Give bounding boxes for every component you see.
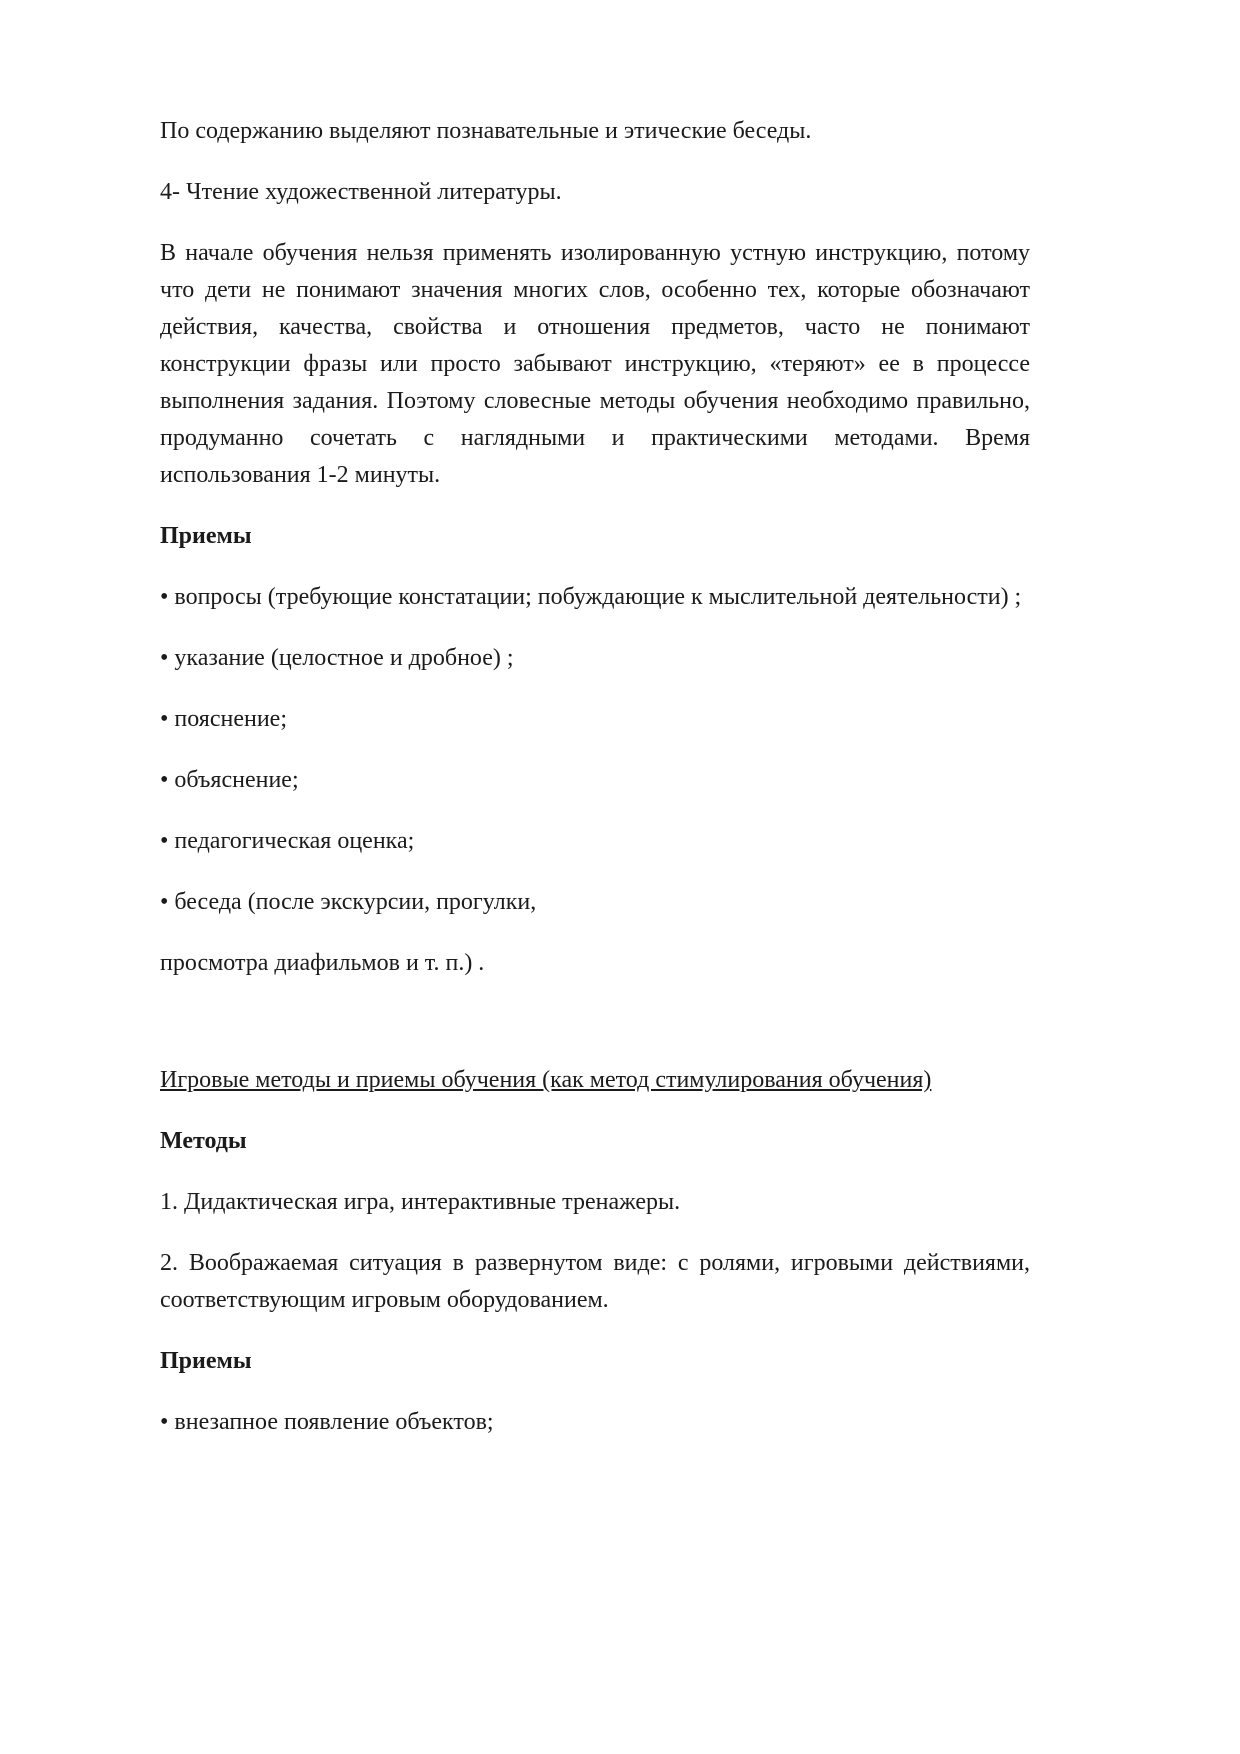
bullet-pedagogical-assessment: • педагогическая оценка;: [160, 828, 415, 854]
heading-priemy-1: Приемы: [160, 523, 252, 549]
paragraph-instruction-explanation: В начале обучения нельзя применять изолированную устную инструкцию, потому что дети не понимают значения многих слов, особенно тех, которые обозначают действия, качества, свойства и отношения предметов, часто не понимают конструкции фразы или просто забывают инструкцию, «теряют» ее в процессе выполнения задания. Поэтому словесные методы обучения необходимо правильно, продуманно сочетать с наглядными и практическими методами. Время использования 1-2 минуты.: [160, 240, 1030, 488]
bullet-ukazanie: • указание (целостное и дробное) ;: [160, 645, 514, 671]
bullet-questions: • вопросы (требующие констатации; побуждающие к мыслительной деятельности) ;: [160, 584, 1022, 610]
paragraph-reading-literature: 4- Чтение художественной литературы.: [160, 179, 562, 205]
paragraph-imaginary-situation: 2. Воображаемая ситуация в развернутом виде: с ролями, игровыми действиями, соответствующим игровым оборудованием.: [160, 1250, 1030, 1313]
paragraph-didactic-game: 1. Дидактическая игра, интерактивные тренажеры.: [160, 1189, 681, 1215]
bullet-poyasnenie: • пояснение;: [160, 706, 287, 732]
heading-game-methods: Игровые методы и приемы обучения (как метод стимулирования обучения): [160, 1067, 932, 1093]
bullet-sudden-appearance: • внезапное появление объектов;: [160, 1409, 494, 1435]
paragraph-diafilms: просмотра диафильмов и т. п.) .: [160, 950, 485, 976]
bullet-beseda: • беседа (после экскурсии, прогулки,: [160, 889, 537, 915]
bullet-obyasnenie: • объяснение;: [160, 767, 299, 793]
heading-metody: Методы: [160, 1128, 247, 1154]
heading-priemy-2: Приемы: [160, 1348, 252, 1374]
paragraph-conversation-types: По содержанию выделяют познавательные и этические беседы.: [160, 118, 812, 144]
